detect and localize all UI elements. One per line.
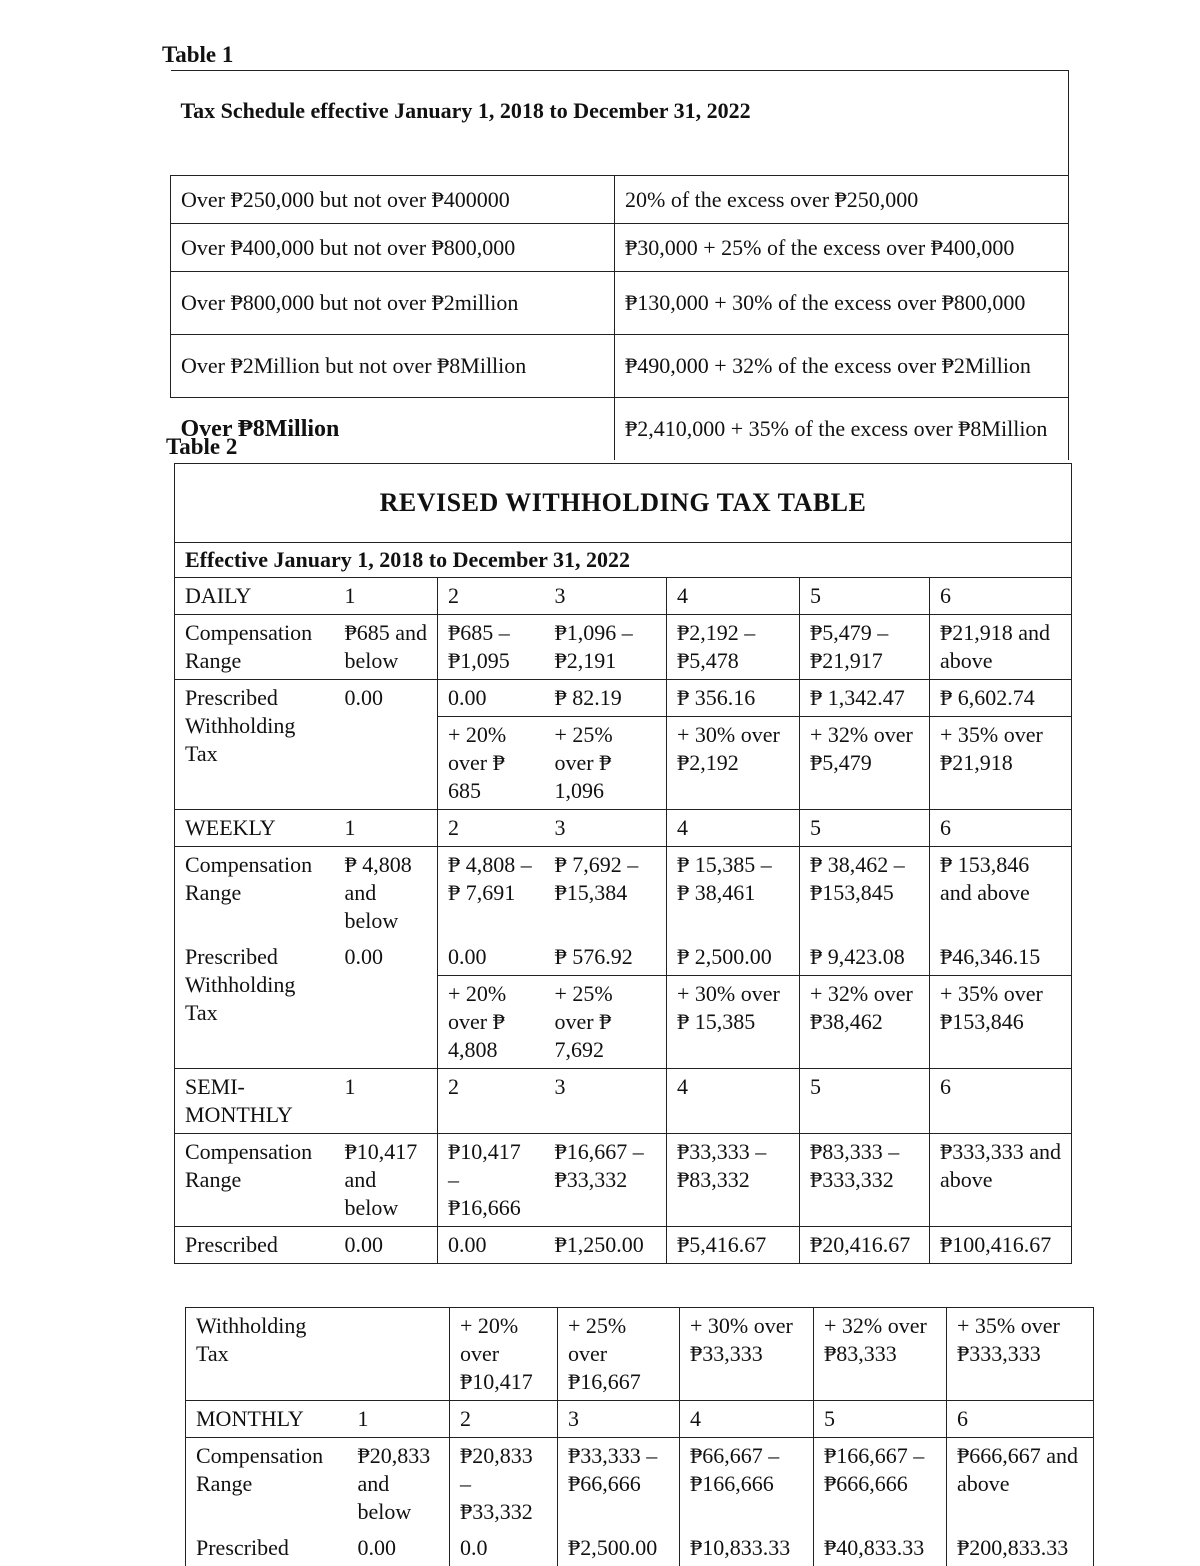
bracket-number: 6	[930, 578, 1072, 615]
bracket-number: 5	[800, 578, 930, 615]
bracket-number: 1	[335, 810, 438, 847]
table-title: REVISED WITHHOLDING TAX TABLE	[175, 464, 1072, 543]
compensation-range: ₱33,333 – ₱66,666	[558, 1438, 680, 1531]
tax-base: ₱40,833.33	[814, 1530, 947, 1566]
bracket-range: Over ₱250,000 but not over ₱400000	[171, 176, 615, 224]
table-row	[175, 1134, 1072, 1227]
tax-rate: + 30% over ₱33,333	[680, 1308, 814, 1401]
tax-base: 0.00	[438, 680, 545, 717]
tax-rate: + 25% over ₱16,667	[558, 1308, 680, 1401]
table-row	[186, 1530, 1094, 1566]
tax-base: 0.0	[450, 1530, 558, 1566]
compensation-range: ₱ 4,808 and below	[335, 847, 438, 940]
bracket-number: 1	[335, 578, 438, 615]
withholding-label: Prescribed	[175, 1227, 335, 1264]
tax-base: 0.00	[438, 939, 545, 976]
compensation-range: ₱2,192 – ₱5,478	[667, 615, 800, 680]
table-row	[175, 464, 1072, 543]
bracket-number: 6	[947, 1401, 1094, 1438]
tax-base: ₱200,833.33	[947, 1530, 1094, 1566]
compensation-range: ₱33,333 – ₱83,332	[667, 1134, 800, 1227]
compensation-range: ₱ 15,385 – ₱ 38,461	[667, 847, 800, 940]
bracket-tax: ₱30,000 + 25% of the excess over ₱400,000	[615, 224, 1069, 272]
compensation-range: ₱666,667 and above	[947, 1438, 1094, 1531]
bracket-number: 1	[348, 1401, 450, 1438]
table-row	[171, 176, 1069, 224]
tax-rate: + 30% over ₱ 15,385	[667, 976, 800, 1069]
bracket-range: Over ₱8Million	[171, 398, 615, 461]
tax-rate: + 35% over ₱333,333	[947, 1308, 1094, 1401]
tax-rate: + 20% over ₱ 4,808	[438, 976, 545, 1069]
compensation-range: ₱333,333 and above	[930, 1134, 1072, 1227]
compensation-range: ₱20,833 – ₱33,332	[450, 1438, 558, 1531]
compensation-range: ₱ 38,462 – ₱153,845	[800, 847, 930, 940]
tax-rate: + 35% over ₱21,918	[930, 717, 1072, 810]
compensation-label: Compensation Range	[175, 615, 335, 680]
bracket-number: 6	[930, 810, 1072, 847]
compensation-range: ₱10,417 and below	[335, 1134, 438, 1227]
bracket-number: 3	[545, 810, 667, 847]
table-row	[175, 543, 1072, 578]
tax-base: ₱ 82.19	[545, 680, 667, 717]
tax-base: 0.00	[438, 1227, 545, 1264]
withholding-label: Prescribed	[186, 1530, 348, 1566]
tax-base: ₱ 356.16	[667, 680, 800, 717]
compensation-label: Compensation Range	[175, 1134, 335, 1227]
tax-base: ₱ 9,423.08	[800, 939, 930, 976]
table-row	[175, 1227, 1072, 1264]
bracket-tax: ₱130,000 + 30% of the excess over ₱800,000	[615, 272, 1069, 335]
tax-base: 0.00	[335, 680, 438, 810]
tax-base: ₱ 6,602.74	[930, 680, 1072, 717]
tax-rate: + 20% over ₱10,417	[450, 1308, 558, 1401]
tax-rate: + 30% over ₱2,192	[667, 717, 800, 810]
compensation-range: ₱16,667 – ₱33,332	[545, 1134, 667, 1227]
compensation-label: Compensation Range	[186, 1438, 348, 1531]
table-row	[171, 398, 1069, 461]
bracket-number: 3	[558, 1401, 680, 1438]
table-row	[175, 680, 1072, 717]
compensation-label: Compensation Range	[175, 847, 335, 940]
bracket-number: 4	[667, 578, 800, 615]
table-row	[175, 615, 1072, 680]
tax-schedule-header: Tax Schedule effective January 1, 2018 to December 31, 2022	[171, 71, 1069, 176]
withholding-tax-table	[174, 463, 1072, 1264]
tax-base: ₱10,833.33	[680, 1530, 814, 1566]
bracket-number: 5	[800, 1069, 930, 1134]
withholding-tax-table-continued	[185, 1307, 1094, 1566]
tax-base: 0.00	[348, 1530, 450, 1566]
table-row	[171, 272, 1069, 335]
tax-rate: + 25% over ₱ 7,692	[545, 976, 667, 1069]
bracket-tax: ₱490,000 + 32% of the excess over ₱2Million	[615, 335, 1069, 398]
compensation-range: ₱685 and below	[335, 615, 438, 680]
bracket-range: Over ₱800,000 but not over ₱2million	[171, 272, 615, 335]
tax-rate	[348, 1308, 450, 1401]
compensation-range: ₱83,333 – ₱333,332	[800, 1134, 930, 1227]
tax-base: ₱46,346.15	[930, 939, 1072, 976]
tax-base: ₱100,416.67	[930, 1227, 1072, 1264]
bracket-number: 5	[800, 810, 930, 847]
withholding-label: Prescribed Withholding Tax	[175, 680, 335, 810]
tax-base: 0.00	[335, 1227, 438, 1264]
withholding-label: Withholding Tax	[186, 1308, 348, 1401]
tax-rate: + 32% over ₱5,479	[800, 717, 930, 810]
table1-caption: Table 1	[162, 42, 234, 67]
period-label: DAILY	[175, 578, 335, 615]
compensation-range: ₱21,918 and above	[930, 615, 1072, 680]
withholding-label: Prescribed Withholding Tax	[175, 939, 335, 1069]
tax-base: ₱ 2,500.00	[667, 939, 800, 976]
compensation-range: ₱10,417 – ₱16,666	[438, 1134, 545, 1227]
tax-base: ₱ 1,342.47	[800, 680, 930, 717]
period-label: WEEKLY	[175, 810, 335, 847]
period-label: SEMI-MONTHLY	[175, 1069, 335, 1134]
compensation-range: ₱1,096 – ₱2,191	[545, 615, 667, 680]
compensation-range: ₱5,479 – ₱21,917	[800, 615, 930, 680]
table-row	[175, 1069, 1072, 1134]
compensation-range: ₱ 7,692 – ₱15,384	[545, 847, 667, 940]
tax-rate: + 25% over ₱ 1,096	[545, 717, 667, 810]
bracket-number: 2	[450, 1401, 558, 1438]
bracket-tax: ₱2,410,000 + 35% of the excess over ₱8Million	[615, 398, 1069, 461]
tax-base: 0.00	[335, 939, 438, 1069]
table-row	[186, 1401, 1094, 1438]
bracket-number: 6	[930, 1069, 1072, 1134]
tax-base: ₱5,416.67	[667, 1227, 800, 1264]
bracket-number: 2	[438, 1069, 545, 1134]
compensation-range: ₱166,667 – ₱666,666	[814, 1438, 947, 1531]
table-row	[175, 847, 1072, 940]
compensation-range: ₱66,667 – ₱166,666	[680, 1438, 814, 1531]
compensation-range: ₱20,833 and below	[348, 1438, 450, 1531]
bracket-range: Over ₱400,000 but not over ₱800,000	[171, 224, 615, 272]
bracket-number: 4	[667, 810, 800, 847]
bracket-number: 4	[680, 1401, 814, 1438]
tax-rate: + 32% over ₱83,333	[814, 1308, 947, 1401]
table-row	[186, 1308, 1094, 1401]
tax-base: ₱1,250.00	[545, 1227, 667, 1264]
bracket-tax: 20% of the excess over ₱250,000	[615, 176, 1069, 224]
compensation-range: ₱ 153,846 and above	[930, 847, 1072, 940]
tax-rate: + 32% over ₱38,462	[800, 976, 930, 1069]
period-label: MONTHLY	[186, 1401, 348, 1438]
bracket-number: 4	[667, 1069, 800, 1134]
table2-caption: Table 2	[166, 434, 238, 459]
compensation-range: ₱685 – ₱1,095	[438, 615, 545, 680]
table-row	[175, 578, 1072, 615]
tax-base: ₱20,416.67	[800, 1227, 930, 1264]
bracket-number: 5	[814, 1401, 947, 1438]
tax-rate: + 20% over ₱ 685	[438, 717, 545, 810]
compensation-range: ₱ 4,808 – ₱ 7,691	[438, 847, 545, 940]
effective-date: Effective January 1, 2018 to December 31, 2022	[175, 543, 1072, 578]
tax-base: ₱ 576.92	[545, 939, 667, 976]
bracket-range: Over ₱2Million but not over ₱8Million	[171, 335, 615, 398]
table-row	[171, 224, 1069, 272]
tax-rate: + 35% over ₱153,846	[930, 976, 1072, 1069]
table-row	[171, 71, 1069, 176]
table-row	[186, 1438, 1094, 1531]
bracket-number: 1	[335, 1069, 438, 1134]
tax-base: ₱2,500.00	[558, 1530, 680, 1566]
table-row	[175, 939, 1072, 976]
table-row	[175, 810, 1072, 847]
bracket-number: 3	[545, 1069, 667, 1134]
bracket-number: 3	[545, 578, 667, 615]
table-row	[171, 335, 1069, 398]
bracket-number: 2	[438, 578, 545, 615]
tax-schedule-table	[170, 70, 1069, 460]
bracket-number: 2	[438, 810, 545, 847]
